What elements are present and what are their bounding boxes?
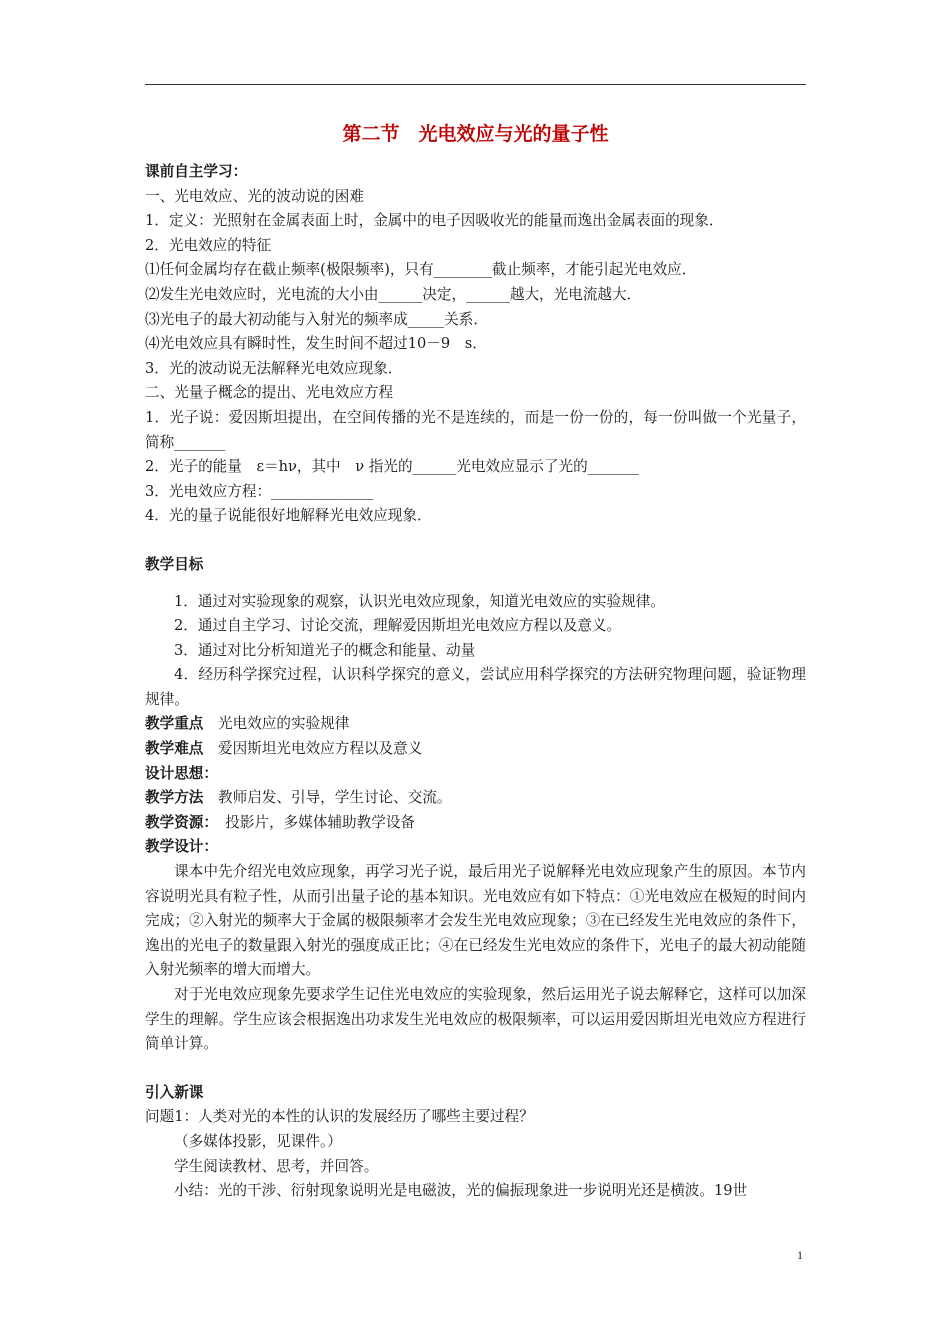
preview-heading: 课前自主学习： [145,163,248,180]
preview-line: 1．定义：光照射在金属表面上时，金属中的电子因吸收光的能量而逸出金属表面的现象． [145,212,724,230]
difficulty-label: 教学难点 [145,740,204,758]
difficulty [145,737,806,762]
method-label: 教学方法 [145,789,204,807]
goal-item: 1．通过对实验现象的观察，认识光电效应现象，知道光电效应的实验规律。 [174,592,665,610]
intro-summary: 小结：光的干涉、衍射现象说明光是电磁波，光的偏振现象进一步说明光还是横波。19世 [174,1182,748,1200]
intro-question: 问题1：人类对光的本性的认识的发展经历了哪些主要过程？ [145,1108,534,1126]
preview-line: 4．光的量子说能很好地解释光电效应现象． [145,507,432,525]
goals-heading: 教学目标 [145,555,204,573]
key-point-label: 教学重点 [145,715,204,733]
page-number: 1 [797,1248,803,1262]
resource-value: 投影片，多媒体辅助教学设备 [225,813,416,831]
resource [145,811,806,836]
key-point [145,712,806,737]
difficulty-value: 爱因斯坦光电效应方程以及意义 [218,740,423,758]
key-point-value: 光电效应的实验规律 [218,715,350,733]
intro-heading: 引入新课 [145,1083,204,1101]
design-label: 教学设计： [145,838,218,856]
preview-line: 2．光电效应的特征 [145,236,272,254]
preview-line: 二、光量子概念的提出、光电效应方程 [145,384,394,402]
preview-line: 3．光电效应方程：______________ [145,482,374,500]
preview-line: 3．光的波动说无法解释光电效应现象． [145,359,403,377]
preview-line: ⑶光电子的最大初动能与入射光的频率成_____关系． [145,310,488,328]
preview-line: 一、光电效应、光的波动说的困难 [145,187,364,205]
goal-item: 3．通过对比分析知道光子的概念和能量、动量 [174,641,476,659]
intro-note: （多媒体投影，见课件。） [174,1132,342,1150]
resource-label: 教学资源： [145,813,211,831]
intro-student: 学生阅读教材、思考，并回答。 [174,1157,379,1175]
goal-item: 2．通过自主学习、讨论交流，理解爱因斯坦光电效应方程以及意义。 [174,617,622,635]
design-paragraph: 课本中先介绍光电效应现象，再学习光子说，最后用光子说解释光电效应现象产生的原因。本节内容说明光具有粒子性，从而引出量子论的基本知识。光电效应有如下特点：①光电效应在极短的时间内完成；②入射光的频率大于金属的极限频率才会发生光电效应现象；③在已经发生光电效应的条件下，逸出的光电子的数量跟入射光的强度成正比；④在已经发生光电效应的条件下，光电子的最大初动能随入射光频率的增大而增大。 [145,863,806,979]
goal-item: 4．经历科学探究过程，认识科学探究的意义，尝试应用科学探究的方法研究物理问题，验证物理规律。 [145,666,806,708]
design-paragraph: 对于光电效应现象先要求学生记住光电效应的实验现象，然后运用光子说去解释它，这样可以加深学生的理解。学生应该会根据逸出功求发生光电效应的极限频率，可以运用爱因斯坦光电效应方程进行简单计算。 [145,986,806,1053]
preview-line: 2．光子的能量 ε＝hν，其中 ν 指光的______光电效应显示了光的_______ [145,458,639,476]
document-body [145,118,806,1204]
preview-line: ⑴任何金属均存在截止频率(极限频率)，只有________截止频率，才能引起光电效应． [145,261,697,279]
header-rule [145,84,806,85]
design-idea-label: 设计思想： [145,764,218,782]
page-title: 第二节 光电效应与光的量子性 [342,123,609,145]
preview-line: ⑵发生光电效应时，光电流的大小由______决定，______越大，光电流越大． [145,285,642,303]
method-value: 教师启发、引导，学生讨论、交流。 [218,789,452,807]
method [145,786,806,811]
preview-line: 1．光子说：爱因斯坦提出，在空间传播的光不是连续的，而是一份一份的，每一份叫做一个光量子，简称_______ [145,408,806,451]
preview-line: ⑷光电效应具有瞬时性，发生时间不超过10－9 s． [145,335,487,353]
